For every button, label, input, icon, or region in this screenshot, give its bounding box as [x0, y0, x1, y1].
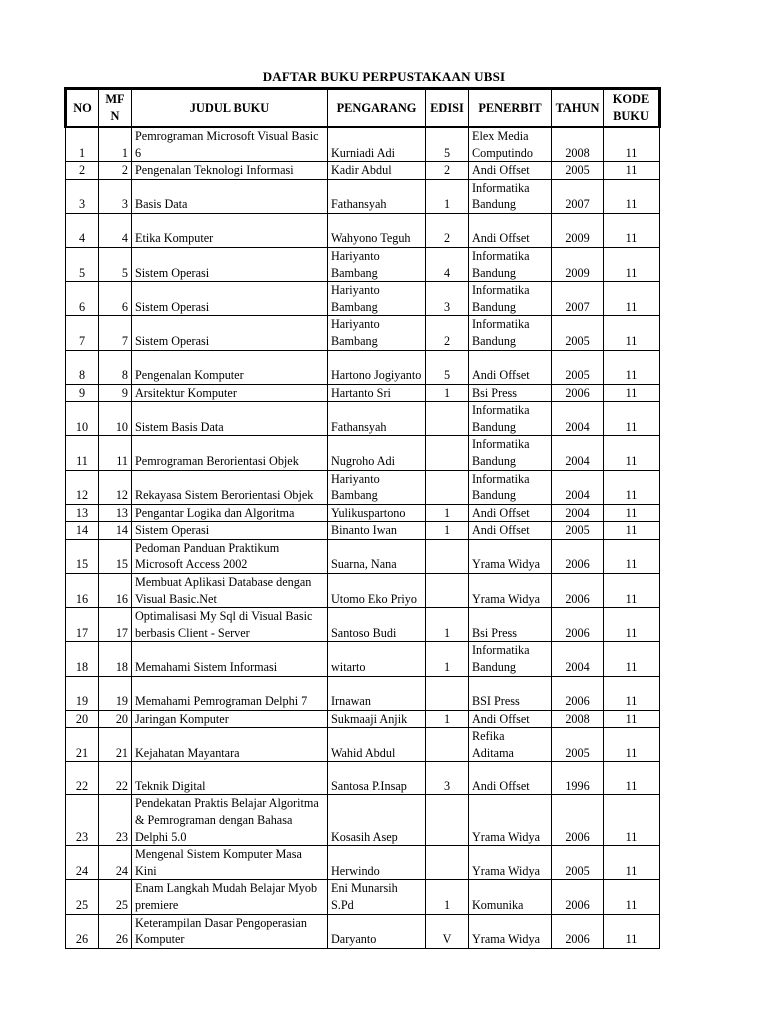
cell-penerbit: Andi Offset	[469, 162, 552, 180]
cell-no: 23	[66, 795, 99, 846]
cell-penerbit: Andi Offset	[469, 213, 552, 247]
cell-pengarang: Fathansyah	[328, 179, 426, 213]
cell-edisi	[426, 539, 469, 573]
header-judul: JUDUL BUKU	[132, 89, 328, 128]
cell-pengarang: Wahid Abdul	[328, 728, 426, 762]
cell-pengarang: Hariyanto Bambang	[328, 470, 426, 504]
cell-mfn: 10	[99, 402, 132, 436]
cell-kode: 11	[604, 522, 660, 540]
cell-no: 19	[66, 676, 99, 710]
cell-no: 26	[66, 914, 99, 948]
cell-tahun: 2006	[552, 795, 604, 846]
cell-tahun: 2009	[552, 213, 604, 247]
cell-edisi	[426, 470, 469, 504]
cell-pengarang: Utomo Eko Priyo	[328, 574, 426, 608]
cell-mfn: 7	[99, 316, 132, 350]
cell-edisi: 1	[426, 608, 469, 642]
cell-judul: Pengantar Logika dan Algoritma	[132, 504, 328, 522]
cell-edisi	[426, 436, 469, 470]
cell-pengarang: Hariyanto Bambang	[328, 282, 426, 316]
cell-penerbit: Informatika Bandung	[469, 642, 552, 676]
header-row	[66, 89, 660, 128]
cell-pengarang: Kurniadi Adi	[328, 127, 426, 162]
cell-judul: Sistem Operasi	[132, 282, 328, 316]
cell-mfn: 12	[99, 470, 132, 504]
cell-kode: 11	[604, 676, 660, 710]
cell-edisi	[426, 574, 469, 608]
cell-kode: 11	[604, 384, 660, 402]
cell-judul: Arsitektur Komputer	[132, 384, 328, 402]
cell-kode: 11	[604, 880, 660, 914]
cell-no: 6	[66, 282, 99, 316]
cell-edisi: V	[426, 914, 469, 948]
cell-penerbit: Bsi Press	[469, 384, 552, 402]
cell-mfn: 18	[99, 642, 132, 676]
cell-penerbit: Andi Offset	[469, 522, 552, 540]
document-title: DAFTAR BUKU PERPUSTAKAAN UBSI	[262, 69, 506, 84]
cell-edisi: 1	[426, 710, 469, 728]
cell-kode: 11	[604, 436, 660, 470]
cell-pengarang: Sukmaaji Anjik	[328, 710, 426, 728]
cell-pengarang: Herwindo	[328, 846, 426, 880]
cell-penerbit: Refika Aditama	[469, 728, 552, 762]
cell-kode: 11	[604, 710, 660, 728]
cell-judul: Keterampilan Dasar Pengoperasian Komputer	[132, 914, 328, 948]
cell-tahun: 2006	[552, 574, 604, 608]
cell-pengarang: Binanto Iwan	[328, 522, 426, 540]
cell-pengarang: Kosasih Asep	[328, 795, 426, 846]
cell-tahun: 2006	[552, 880, 604, 914]
cell-tahun: 2006	[552, 384, 604, 402]
cell-edisi: 1	[426, 504, 469, 522]
cell-mfn: 19	[99, 676, 132, 710]
table-row	[66, 470, 660, 504]
cell-tahun: 2005	[552, 162, 604, 180]
cell-edisi: 1	[426, 880, 469, 914]
cell-no: 24	[66, 846, 99, 880]
cell-no: 10	[66, 402, 99, 436]
cell-pengarang: witarto	[328, 642, 426, 676]
cell-mfn: 13	[99, 504, 132, 522]
cell-penerbit: Informatika Bandung	[469, 316, 552, 350]
table-row	[66, 710, 660, 728]
cell-mfn: 24	[99, 846, 132, 880]
cell-no: 9	[66, 384, 99, 402]
cell-penerbit: Informatika Bandung	[469, 247, 552, 281]
cell-no: 1	[66, 127, 99, 162]
cell-judul: Enam Langkah Mudah Belajar Myob premiere	[132, 880, 328, 914]
table-row	[66, 213, 660, 247]
cell-kode: 11	[604, 642, 660, 676]
cell-pengarang: Santosa P.Insap	[328, 762, 426, 795]
table-row	[66, 384, 660, 402]
table-row	[66, 574, 660, 608]
cell-mfn: 5	[99, 247, 132, 281]
cell-penerbit: Informatika Bandung	[469, 402, 552, 436]
cell-penerbit: Informatika Bandung	[469, 282, 552, 316]
table-row	[66, 504, 660, 522]
header-edisi: EDISI	[426, 89, 469, 128]
cell-no: 21	[66, 728, 99, 762]
cell-edisi: 1	[426, 642, 469, 676]
cell-edisi: 1	[426, 384, 469, 402]
cell-judul: Mengenal Sistem Komputer Masa Kini	[132, 846, 328, 880]
cell-no: 14	[66, 522, 99, 540]
cell-penerbit: Informatika Bandung	[469, 470, 552, 504]
header-kode: KODE BUKU	[604, 89, 660, 128]
cell-pengarang: Hartono Jogiyanto	[328, 350, 426, 384]
cell-pengarang: Eni Munarsih S.Pd	[328, 880, 426, 914]
header-tahun: TAHUN	[552, 89, 604, 128]
cell-no: 18	[66, 642, 99, 676]
header-pengarang: PENGARANG	[328, 89, 426, 128]
cell-edisi	[426, 728, 469, 762]
table-row	[66, 282, 660, 316]
cell-kode: 11	[604, 846, 660, 880]
cell-judul: Rekayasa Sistem Berorientasi Objek	[132, 470, 328, 504]
cell-no: 8	[66, 350, 99, 384]
cell-pengarang: Irnawan	[328, 676, 426, 710]
cell-kode: 11	[604, 762, 660, 795]
cell-kode: 11	[604, 608, 660, 642]
cell-kode: 11	[604, 316, 660, 350]
cell-pengarang: Santoso Budi	[328, 608, 426, 642]
cell-tahun: 2004	[552, 642, 604, 676]
cell-mfn: 21	[99, 728, 132, 762]
cell-kode: 11	[604, 470, 660, 504]
cell-tahun: 2008	[552, 710, 604, 728]
table-row	[66, 402, 660, 436]
table-row	[66, 642, 660, 676]
table-row	[66, 676, 660, 710]
cell-penerbit: Elex Media Computindo	[469, 127, 552, 162]
cell-kode: 11	[604, 213, 660, 247]
cell-pengarang: Wahyono Teguh	[328, 213, 426, 247]
cell-judul: Optimalisasi My Sql di Visual Basic berbasis Client - Server	[132, 608, 328, 642]
cell-pengarang: Fathansyah	[328, 402, 426, 436]
cell-mfn: 20	[99, 710, 132, 728]
cell-penerbit: Yrama Widya	[469, 846, 552, 880]
cell-kode: 11	[604, 179, 660, 213]
cell-no: 20	[66, 710, 99, 728]
cell-no: 25	[66, 880, 99, 914]
cell-mfn: 25	[99, 880, 132, 914]
cell-no: 16	[66, 574, 99, 608]
cell-tahun: 2004	[552, 402, 604, 436]
cell-tahun: 2006	[552, 539, 604, 573]
cell-edisi	[426, 402, 469, 436]
cell-pengarang: Hariyanto Bambang	[328, 316, 426, 350]
cell-kode: 11	[604, 914, 660, 948]
cell-no: 7	[66, 316, 99, 350]
cell-pengarang: Nugroho Adi	[328, 436, 426, 470]
cell-kode: 11	[604, 127, 660, 162]
book-table	[64, 87, 661, 949]
cell-kode: 11	[604, 795, 660, 846]
cell-judul: Kejahatan Mayantara	[132, 728, 328, 762]
cell-mfn: 9	[99, 384, 132, 402]
cell-tahun: 2007	[552, 179, 604, 213]
cell-kode: 11	[604, 247, 660, 281]
cell-penerbit: Komunika	[469, 880, 552, 914]
table-row	[66, 608, 660, 642]
cell-edisi: 4	[426, 247, 469, 281]
cell-tahun: 2004	[552, 436, 604, 470]
cell-pengarang: Suarna, Nana	[328, 539, 426, 573]
cell-penerbit: Andi Offset	[469, 710, 552, 728]
table-row	[66, 436, 660, 470]
cell-judul: Memahami Pemrograman Delphi 7	[132, 676, 328, 710]
cell-kode: 11	[604, 504, 660, 522]
cell-kode: 11	[604, 162, 660, 180]
cell-kode: 11	[604, 539, 660, 573]
cell-tahun: 2004	[552, 504, 604, 522]
cell-mfn: 3	[99, 179, 132, 213]
cell-pengarang: Hariyanto Bambang	[328, 247, 426, 281]
cell-no: 13	[66, 504, 99, 522]
cell-tahun: 2004	[552, 470, 604, 504]
cell-edisi: 2	[426, 316, 469, 350]
cell-kode: 11	[604, 282, 660, 316]
header-penerbit: PENERBIT	[469, 89, 552, 128]
cell-tahun: 2006	[552, 608, 604, 642]
cell-kode: 11	[604, 728, 660, 762]
cell-kode: 11	[604, 574, 660, 608]
cell-tahun: 2009	[552, 247, 604, 281]
cell-no: 2	[66, 162, 99, 180]
cell-no: 5	[66, 247, 99, 281]
cell-mfn: 11	[99, 436, 132, 470]
cell-edisi: 1	[426, 522, 469, 540]
cell-judul: Pengenalan Teknologi Informasi	[132, 162, 328, 180]
cell-edisi: 2	[426, 162, 469, 180]
cell-no: 3	[66, 179, 99, 213]
table-row	[66, 522, 660, 540]
cell-judul: Pengenalan Komputer	[132, 350, 328, 384]
cell-judul: Basis Data	[132, 179, 328, 213]
cell-judul: Jaringan Komputer	[132, 710, 328, 728]
cell-kode: 11	[604, 350, 660, 384]
table-row	[66, 127, 660, 162]
cell-judul: Sistem Operasi	[132, 522, 328, 540]
cell-tahun: 1996	[552, 762, 604, 795]
cell-penerbit: Andi Offset	[469, 762, 552, 795]
cell-judul: Sistem Operasi	[132, 247, 328, 281]
table-row	[66, 316, 660, 350]
cell-penerbit: Yrama Widya	[469, 914, 552, 948]
header-mfn: MF N	[99, 89, 132, 128]
cell-mfn: 2	[99, 162, 132, 180]
cell-penerbit: Yrama Widya	[469, 539, 552, 573]
cell-edisi: 2	[426, 213, 469, 247]
cell-tahun: 2005	[552, 846, 604, 880]
cell-no: 15	[66, 539, 99, 573]
cell-judul: Memahami Sistem Informasi	[132, 642, 328, 676]
cell-tahun: 2008	[552, 127, 604, 162]
cell-penerbit: Andi Offset	[469, 504, 552, 522]
cell-judul: Sistem Operasi	[132, 316, 328, 350]
cell-tahun: 2005	[552, 316, 604, 350]
cell-edisi: 5	[426, 127, 469, 162]
cell-pengarang: Kadir Abdul	[328, 162, 426, 180]
cell-penerbit: BSI Press	[469, 676, 552, 710]
cell-edisi	[426, 676, 469, 710]
cell-pengarang: Daryanto	[328, 914, 426, 948]
header-no: NO	[66, 89, 99, 128]
table-row	[66, 846, 660, 880]
table-row	[66, 728, 660, 762]
table-row	[66, 247, 660, 281]
table-row	[66, 880, 660, 914]
cell-edisi: 3	[426, 282, 469, 316]
cell-edisi: 1	[426, 179, 469, 213]
cell-kode: 11	[604, 402, 660, 436]
cell-mfn: 22	[99, 762, 132, 795]
table-row	[66, 350, 660, 384]
table-row	[66, 762, 660, 795]
cell-penerbit: Andi Offset	[469, 350, 552, 384]
cell-penerbit: Informatika Bandung	[469, 179, 552, 213]
cell-judul: Pemrograman Microsoft Visual Basic 6	[132, 127, 328, 162]
cell-tahun: 2006	[552, 914, 604, 948]
table-row	[66, 179, 660, 213]
cell-edisi: 5	[426, 350, 469, 384]
cell-mfn: 15	[99, 539, 132, 573]
cell-mfn: 6	[99, 282, 132, 316]
cell-judul: Teknik Digital	[132, 762, 328, 795]
cell-judul: Pedoman Panduan Praktikum Microsoft Access 2002	[132, 539, 328, 573]
cell-no: 4	[66, 213, 99, 247]
cell-pengarang: Yulikuspartono	[328, 504, 426, 522]
cell-mfn: 4	[99, 213, 132, 247]
cell-mfn: 16	[99, 574, 132, 608]
cell-tahun: 2006	[552, 676, 604, 710]
cell-mfn: 1	[99, 127, 132, 162]
cell-judul: Etika Komputer	[132, 213, 328, 247]
cell-no: 11	[66, 436, 99, 470]
cell-judul: Sistem Basis Data	[132, 402, 328, 436]
cell-tahun: 2005	[552, 728, 604, 762]
cell-tahun: 2005	[552, 350, 604, 384]
cell-judul: Pemrograman Berorientasi Objek	[132, 436, 328, 470]
table-row	[66, 539, 660, 573]
cell-edisi: 3	[426, 762, 469, 795]
cell-edisi	[426, 846, 469, 880]
cell-tahun: 2007	[552, 282, 604, 316]
cell-edisi	[426, 795, 469, 846]
cell-mfn: 8	[99, 350, 132, 384]
table-row	[66, 914, 660, 948]
cell-penerbit: Yrama Widya	[469, 795, 552, 846]
table-row	[66, 795, 660, 846]
cell-judul: Membuat Aplikasi Database dengan Visual Basic.Net	[132, 574, 328, 608]
cell-mfn: 17	[99, 608, 132, 642]
cell-pengarang: Hartanto Sri	[328, 384, 426, 402]
cell-no: 22	[66, 762, 99, 795]
cell-no: 17	[66, 608, 99, 642]
table-row	[66, 162, 660, 180]
cell-no: 12	[66, 470, 99, 504]
cell-tahun: 2005	[552, 522, 604, 540]
cell-penerbit: Informatika Bandung	[469, 436, 552, 470]
cell-mfn: 14	[99, 522, 132, 540]
cell-penerbit: Yrama Widya	[469, 574, 552, 608]
cell-mfn: 23	[99, 795, 132, 846]
cell-mfn: 26	[99, 914, 132, 948]
cell-penerbit: Bsi Press	[469, 608, 552, 642]
cell-judul: Pendekatan Praktis Belajar Algoritma & Pemrograman dengan Bahasa Delphi 5.0	[132, 795, 328, 846]
